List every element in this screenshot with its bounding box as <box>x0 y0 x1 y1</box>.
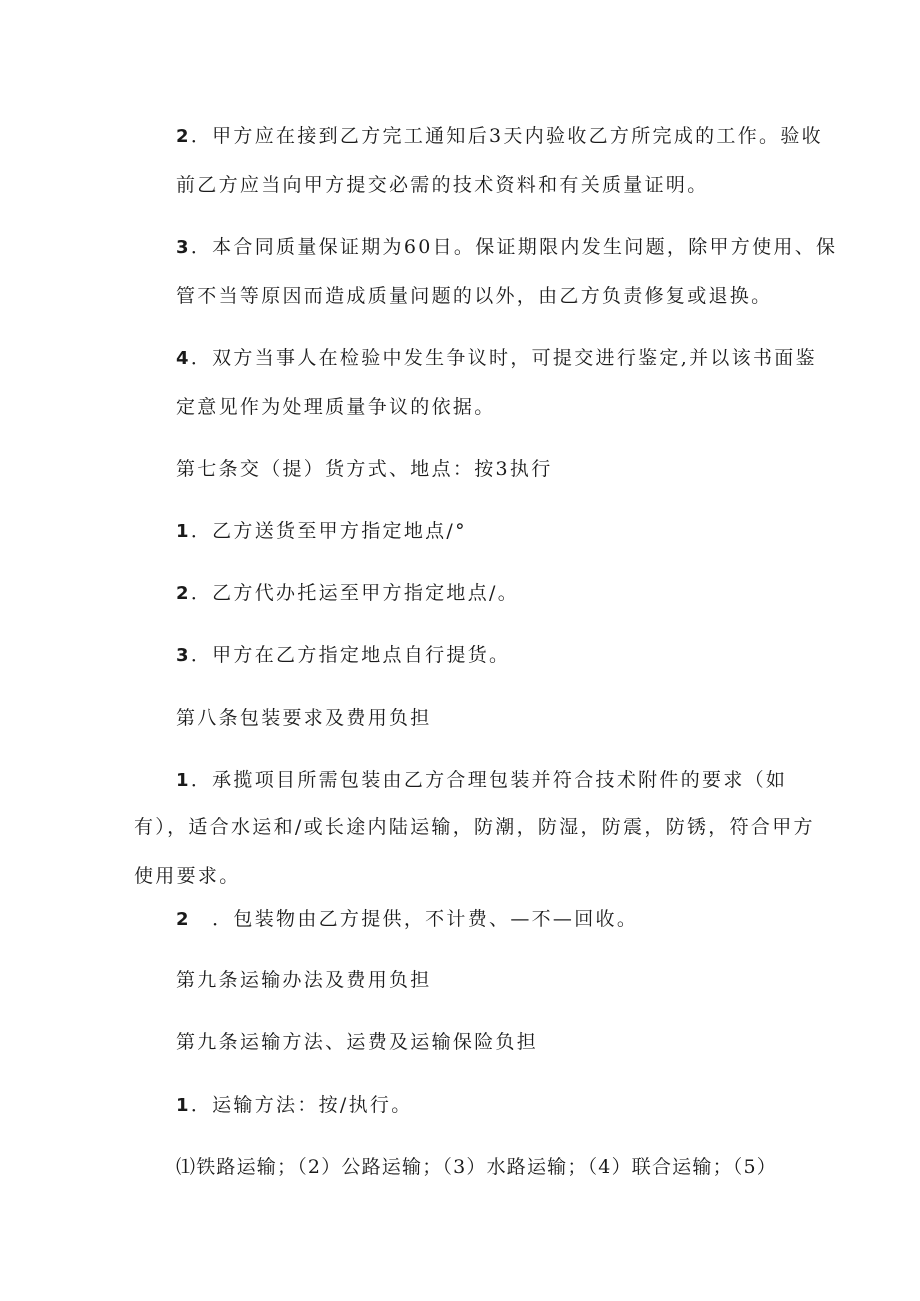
line-text: 管不当等原因而造成质量问题的以外，由乙方负责修复或退换。 <box>176 285 773 307</box>
line-text: 使用要求。 <box>134 865 241 887</box>
article-8-item-2 <box>176 907 638 932</box>
article-8-item-1-line-1 <box>176 768 787 793</box>
clause-2-line-2 <box>176 173 709 197</box>
line-text: ．乙方代办托运至甲方指定地点/。 <box>190 582 520 604</box>
line-text: ．双方当事人在检验中发生争议时，可提交进行鉴定,并以该书面鉴 <box>190 347 817 369</box>
line-text: ．承揽项目所需包装由乙方合理包装并符合技术附件的要求（如 <box>190 769 788 791</box>
article-8-item-1-line-3 <box>134 864 241 888</box>
line-text: ．包装物由乙方提供，不计费、—不—回收。 <box>190 908 639 930</box>
item-number: 2 <box>176 583 191 604</box>
item-number: 4 <box>176 348 191 369</box>
line-text: 第八条包装要求及费用负担 <box>176 707 432 729</box>
article-8-heading <box>176 706 432 730</box>
article-7-item-3 <box>176 643 510 668</box>
article-9-methods-list <box>176 1155 777 1179</box>
item-number: 3 <box>176 237 191 258</box>
item-number: 3 <box>176 645 191 666</box>
item-number: 1 <box>176 770 191 791</box>
item-number: 2 <box>176 126 191 147</box>
line-text: ⑴铁路运输；（2）公路运输；（3）水路运输；（4）联合运输；（5） <box>176 1156 777 1178</box>
line-text: ．本合同质量保证期为60日。保证期限内发生问题，除甲方使用、保 <box>190 236 838 258</box>
article-8-item-1-line-2 <box>134 815 815 839</box>
line-text: ．甲方在乙方指定地点自行提货。 <box>190 644 511 666</box>
clause-3-line-1 <box>176 235 837 260</box>
item-number: 2 <box>176 909 191 930</box>
item-number: 1 <box>176 1095 191 1116</box>
line-text: 第七条交（提）货方式、地点：按3执行 <box>176 458 553 480</box>
clause-4-line-1 <box>176 346 817 371</box>
article-9-heading <box>176 968 432 992</box>
line-text: ．甲方应在接到乙方完工通知后3天内验收乙方所完成的工作。验收 <box>190 125 823 147</box>
clause-4-line-2 <box>176 395 496 419</box>
clause-2-line-1 <box>176 124 823 149</box>
line-text: 定意见作为处理质量争议的依据。 <box>176 396 496 418</box>
article-7-item-1 <box>176 519 467 544</box>
article-9-subheading <box>176 1030 538 1054</box>
line-text: ．运输方法：按/执行。 <box>190 1094 413 1116</box>
item-number: 1 <box>176 521 191 542</box>
article-9-item-1 <box>176 1093 413 1118</box>
article-7-heading <box>176 457 553 481</box>
line-text: 前乙方应当向甲方提交必需的技术资料和有关质量证明。 <box>176 174 709 196</box>
line-text: 第九条运输方法、运费及运输保险负担 <box>176 1031 539 1053</box>
clause-3-line-2 <box>176 284 772 308</box>
article-7-item-2 <box>176 581 519 606</box>
line-text: 第九条运输办法及费用负担 <box>176 969 432 991</box>
line-text: ．乙方送货至甲方指定地点/° <box>190 520 467 542</box>
line-text: 有），适合水运和/或长途内陆运输，防潮，防湿，防震，防锈，符合甲方 <box>134 816 815 838</box>
